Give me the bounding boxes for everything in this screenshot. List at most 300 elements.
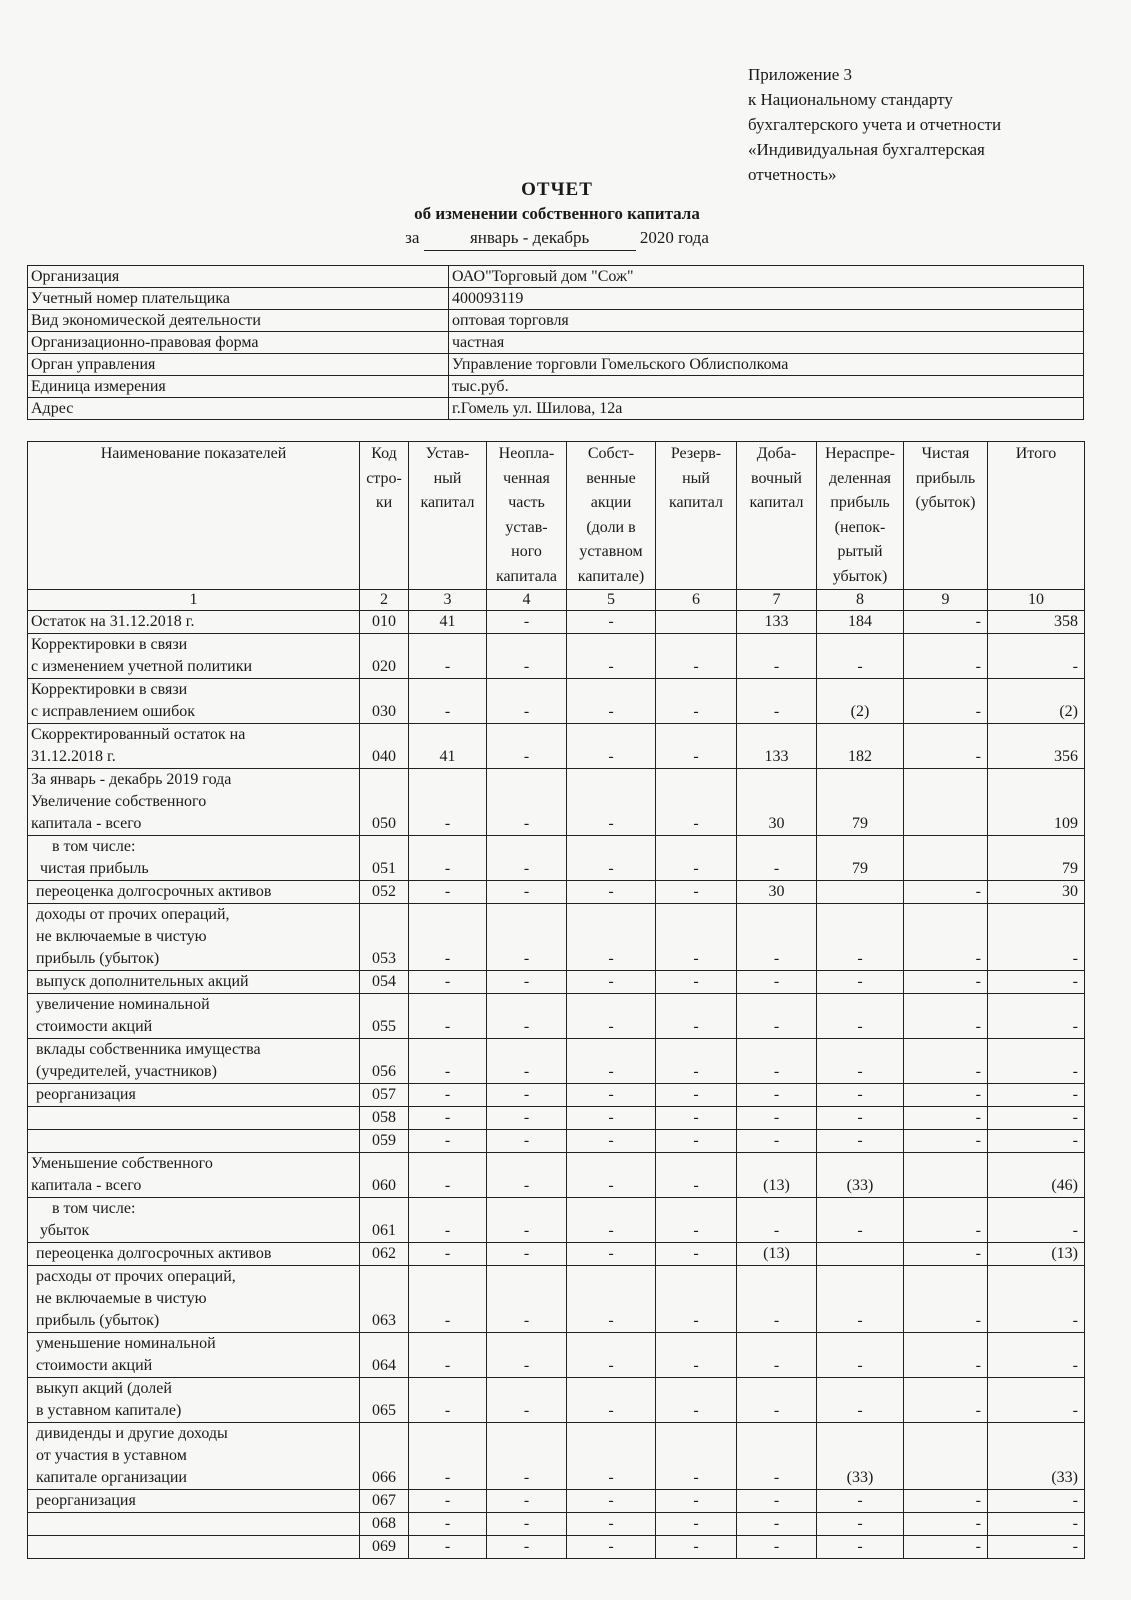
cell-c8 [817,1243,904,1266]
cell-c5: - [567,611,656,634]
row-name-line: Остаток на 31.12.2018 г. [31,613,195,630]
row-name [28,904,360,971]
equity-changes-table [27,441,1085,1559]
row-name [28,881,360,904]
cell-c10: - [988,1198,1085,1243]
cell-c8: - [817,634,904,679]
cell-c6: - [656,904,737,971]
cell-c7: 133 [737,724,817,769]
row-name-line: прибыль (убыток) [36,950,160,967]
cell-c6: - [656,1513,737,1536]
header-row [28,442,1085,590]
cell-c7: - [737,679,817,724]
row-code: 010 [360,611,409,634]
row-name-line [31,1513,356,1535]
column-number: 3 [409,590,487,611]
info-label: Вид экономической деятельности [28,310,449,332]
table-row [28,881,1085,904]
appendix-line: отчетность» [748,165,837,184]
cell-c9: - [904,679,988,724]
column-number: 5 [567,590,656,611]
row-code: 069 [360,1536,409,1559]
row-name [28,1243,360,1266]
cell-c4: - [487,1243,567,1266]
cell-c4: - [487,1490,567,1513]
info-row [28,332,1084,354]
cell-c6: - [656,1333,737,1378]
cell-c6: - [656,1130,737,1153]
cell-c5: - [567,1153,656,1198]
cell-c10: (13) [988,1243,1085,1266]
table-row [28,836,1085,881]
row-name-line: За январь - декабрь 2019 года [31,771,232,788]
row-name-line: вклады собственника имущества [36,1041,261,1058]
cell-c3: - [409,679,487,724]
cell-c5: - [567,634,656,679]
info-label: Учетный номер плательщика [28,288,449,310]
table-row [28,1084,1085,1107]
cell-c9: - [904,1084,988,1107]
cell-c4: - [487,1198,567,1243]
cell-c3: - [409,1378,487,1423]
cell-c4: - [487,1423,567,1490]
row-code: 058 [360,1107,409,1130]
row-name-line: в том числе: [36,1200,136,1217]
row-name [28,724,360,769]
cell-c9: - [904,1513,988,1536]
row-code: 054 [360,971,409,994]
cell-c7: - [737,1513,817,1536]
cell-c10: - [988,1378,1085,1423]
row-name-line [31,1130,356,1152]
cell-c7: - [737,1333,817,1378]
row-name [28,679,360,724]
info-row [28,266,1084,288]
cell-c10: - [988,1039,1085,1084]
table-row [28,1333,1085,1378]
row-name [28,1130,360,1153]
cell-c3: - [409,1107,487,1130]
cell-c8: (2) [817,679,904,724]
report-title: ОТЧЕТ [521,179,593,200]
row-name-line: выкуп акций (долей [36,1380,172,1397]
cell-c10: 79 [988,836,1085,881]
cell-c10: - [988,1513,1085,1536]
row-name [28,1107,360,1130]
cell-c6 [656,611,737,634]
table-row [28,1490,1085,1513]
row-name-line: стоимости акций [36,1018,153,1035]
cell-c6: - [656,1153,737,1198]
info-label: Орган управления [28,354,449,376]
row-name-line: капитала - всего [31,1177,142,1194]
column-header: Наименование показателей [28,442,360,590]
row-name [28,836,360,881]
info-label: Единица измерения [28,376,449,398]
row-name-line: Уменьшение собственного [31,1155,213,1172]
cell-c4: - [487,1513,567,1536]
cell-c3: - [409,769,487,836]
cell-c7: - [737,1039,817,1084]
row-name [28,1333,360,1378]
cell-c6: - [656,1198,737,1243]
cell-c3: - [409,1333,487,1378]
row-name [28,611,360,634]
row-code: 060 [360,1153,409,1198]
cell-c7: - [737,1084,817,1107]
row-name-line: доходы от прочих операций, [36,906,230,923]
cell-c5: - [567,836,656,881]
cell-c7: - [737,1536,817,1559]
cell-c3: 41 [409,611,487,634]
cell-c10: (46) [988,1153,1085,1198]
row-name-line: увеличение номинальной [36,996,210,1013]
cell-c5: - [567,1039,656,1084]
row-name [28,971,360,994]
table-row [28,1266,1085,1333]
row-name-line: реорганизация [36,1492,136,1509]
cell-c6: - [656,971,737,994]
cell-c3: - [409,1130,487,1153]
cell-c5: - [567,1423,656,1490]
cell-c9: - [904,994,988,1039]
cell-c9 [904,1423,988,1490]
cell-c4: - [487,1333,567,1378]
column-header: Устав- ный капитал [409,442,487,590]
cell-c9 [904,1153,988,1198]
cell-c9: - [904,1378,988,1423]
row-name-line: от участия в уставном [36,1447,187,1464]
column-header: Нераспре- деленная прибыль (непок- рытый убыток) [817,442,904,590]
cell-c5: - [567,1536,656,1559]
row-code: 053 [360,904,409,971]
cell-c4: - [487,904,567,971]
cell-c4: - [487,634,567,679]
column-number: 10 [988,590,1085,611]
column-number: 8 [817,590,904,611]
info-value: 400093119 [449,288,1084,310]
table-row [28,1153,1085,1198]
cell-c10: (2) [988,679,1085,724]
row-name [28,1378,360,1423]
cell-c10: - [988,1490,1085,1513]
appendix-line: к Национальному стандарту [748,90,953,109]
cell-c6: - [656,1490,737,1513]
cell-c3: - [409,1039,487,1084]
appendix-line: «Индивидуальная бухгалтерская [748,140,985,159]
cell-c3: - [409,1153,487,1198]
cell-c4: - [487,1378,567,1423]
row-name-line: с изменением учетной политики [31,658,253,675]
cell-c7: - [737,836,817,881]
cell-c7: - [737,1423,817,1490]
cell-c4: - [487,994,567,1039]
cell-c3: - [409,836,487,881]
cell-c5: - [567,1266,656,1333]
row-name [28,1536,360,1559]
row-code: 052 [360,881,409,904]
cell-c10: - [988,1333,1085,1378]
column-number: 7 [737,590,817,611]
cell-c4: - [487,1153,567,1198]
cell-c6: - [656,994,737,1039]
row-name-line: убыток [36,1222,90,1239]
info-row [28,288,1084,310]
cell-c4: - [487,881,567,904]
period-year: 2020 года [639,228,709,247]
cell-c10: 358 [988,611,1085,634]
cell-c7: 30 [737,769,817,836]
table-row [28,769,1085,836]
row-code: 055 [360,994,409,1039]
cell-c3: - [409,1198,487,1243]
cell-c3: - [409,1084,487,1107]
cell-c6: - [656,769,737,836]
row-name-line: реорганизация [36,1086,136,1103]
row-name [28,1084,360,1107]
cell-c8: - [817,904,904,971]
cell-c6: - [656,634,737,679]
cell-c9: - [904,904,988,971]
row-code: 050 [360,769,409,836]
cell-c7: - [737,1107,817,1130]
cell-c7: - [737,1198,817,1243]
cell-c10: - [988,634,1085,679]
cell-c8: - [817,1490,904,1513]
row-name-line: капитала - всего [31,815,142,832]
row-name-line: с исправлением ошибок [31,703,196,720]
row-name-line: не включаемые в чистую [36,928,207,945]
row-code: 059 [360,1130,409,1153]
info-label: Адрес [28,398,449,420]
cell-c9: - [904,1130,988,1153]
cell-c5: - [567,724,656,769]
cell-c3: - [409,634,487,679]
row-name-line: расходы от прочих операций, [36,1268,236,1285]
info-value: частная [449,332,1084,354]
row-name [28,1153,360,1198]
table-row [28,679,1085,724]
table-row [28,1130,1085,1153]
period-prefix: за [405,228,420,247]
cell-c6: - [656,724,737,769]
cell-c7: 133 [737,611,817,634]
row-name-line: уменьшение номинальной [36,1335,216,1352]
row-name-line: (учредителей, участников) [36,1063,217,1080]
table-row [28,1243,1085,1266]
column-header: Доба- вочный капитал [737,442,817,590]
row-code: 056 [360,1039,409,1084]
appendix-line: Приложение 3 [748,65,852,84]
cell-c5: - [567,1198,656,1243]
row-name [28,994,360,1039]
cell-c7: - [737,1490,817,1513]
cell-c8: - [817,1266,904,1333]
cell-c9: - [904,634,988,679]
cell-c3: - [409,1490,487,1513]
appendix-line: бухгалтерского учета и отчетности [748,115,1002,134]
cell-c9 [904,836,988,881]
cell-c6: - [656,1107,737,1130]
table-row [28,904,1085,971]
report-heading [0,178,1114,251]
cell-c9: - [904,1536,988,1559]
cell-c8: 79 [817,836,904,881]
cell-c8: - [817,1198,904,1243]
cell-c3: - [409,1536,487,1559]
cell-c5: - [567,904,656,971]
row-code: 067 [360,1490,409,1513]
cell-c10: - [988,1084,1085,1107]
row-name-line: стоимости акций [36,1357,153,1374]
cell-c4: - [487,836,567,881]
cell-c5: - [567,679,656,724]
cell-c5: - [567,1333,656,1378]
cell-c10: - [988,1130,1085,1153]
table-row [28,1378,1085,1423]
row-name-line: не включаемые в чистую [36,1290,207,1307]
cell-c5: - [567,971,656,994]
column-number: 1 [28,590,360,611]
row-name-line: в том числе: [36,838,136,855]
cell-c10: - [988,971,1085,994]
cell-c5: - [567,1130,656,1153]
info-row [28,376,1084,398]
cell-c6: - [656,1378,737,1423]
cell-c3: - [409,1423,487,1490]
cell-c5: - [567,1084,656,1107]
cell-c10: (33) [988,1423,1085,1490]
row-name-line: выпуск дополнительных акций [36,973,249,990]
cell-c6: - [656,1423,737,1490]
row-name-line: капитале организации [36,1469,187,1486]
table-row [28,1198,1085,1243]
table-row [28,971,1085,994]
column-header: Код стро- ки [360,442,409,590]
cell-c8: - [817,1333,904,1378]
cell-c7: (13) [737,1153,817,1198]
cell-c6: - [656,1266,737,1333]
row-code: 030 [360,679,409,724]
row-name-line: дивиденды и другие доходы [36,1425,228,1442]
row-name [28,1198,360,1243]
cell-c3: - [409,1266,487,1333]
cell-c3: - [409,881,487,904]
cell-c8: - [817,1130,904,1153]
info-label: Организация [28,266,449,288]
cell-c10: - [988,994,1085,1039]
cell-c3: - [409,1513,487,1536]
row-name-line: чистая прибыль [36,860,149,877]
cell-c3: - [409,971,487,994]
cell-c7: - [737,994,817,1039]
table-row [28,634,1085,679]
cell-c7: - [737,1130,817,1153]
cell-c4: - [487,769,567,836]
column-header: Собст- венные акции (доли в уставном капитале) [567,442,656,590]
row-name-line [31,1536,356,1558]
cell-c4: - [487,1266,567,1333]
row-code: 020 [360,634,409,679]
cell-c8: 182 [817,724,904,769]
report-period [0,226,1114,251]
row-code: 057 [360,1084,409,1107]
appendix-note [748,62,1088,184]
row-name [28,634,360,679]
cell-c10: - [988,904,1085,971]
row-code: 065 [360,1378,409,1423]
cell-c6: - [656,1084,737,1107]
cell-c8: - [817,1513,904,1536]
cell-c3: - [409,994,487,1039]
cell-c10: - [988,1266,1085,1333]
cell-c4: - [487,971,567,994]
cell-c10: - [988,1107,1085,1130]
organization-info-table [27,265,1084,420]
info-row [28,398,1084,420]
cell-c7: - [737,971,817,994]
cell-c5: - [567,1378,656,1423]
cell-c8: - [817,1084,904,1107]
row-code: 063 [360,1266,409,1333]
cell-c4: - [487,1039,567,1084]
cell-c10: 356 [988,724,1085,769]
row-name-line: Увеличение собственного [31,793,207,810]
row-code: 068 [360,1513,409,1536]
info-value: тыс.руб. [449,376,1084,398]
cell-c8: 79 [817,769,904,836]
row-code: 066 [360,1423,409,1490]
cell-c6: - [656,1243,737,1266]
report-subtitle: об изменении собственного капитала [414,204,700,223]
cell-c4: - [487,724,567,769]
cell-c4: - [487,1536,567,1559]
cell-c9: - [904,1266,988,1333]
cell-c9: - [904,1039,988,1084]
cell-c9: - [904,724,988,769]
cell-c9: - [904,1243,988,1266]
info-row [28,310,1084,332]
row-name [28,1266,360,1333]
cell-c9: - [904,1333,988,1378]
row-name-line: переоценка долгосрочных активов [36,883,272,900]
row-name-line: прибыль (убыток) [36,1312,160,1329]
cell-c7: - [737,1266,817,1333]
row-name-line: переоценка долгосрочных активов [36,1245,272,1262]
column-header: Итого [988,442,1085,590]
cell-c5: - [567,881,656,904]
row-name-line: Скорректированный остаток на [31,726,246,743]
cell-c5: - [567,769,656,836]
cell-c9: - [904,971,988,994]
cell-c5: - [567,1107,656,1130]
cell-c10: 109 [988,769,1085,836]
row-name [28,1490,360,1513]
table-row [28,724,1085,769]
info-label: Организационно-правовая форма [28,332,449,354]
row-name-line: 31.12.2018 г. [31,748,116,765]
cell-c8: - [817,1378,904,1423]
cell-c7: - [737,634,817,679]
row-code: 064 [360,1333,409,1378]
row-code: 040 [360,724,409,769]
cell-c9: - [904,1107,988,1130]
cell-c10: - [988,1536,1085,1559]
cell-c7: 30 [737,881,817,904]
cell-c4: - [487,1107,567,1130]
cell-c8: (33) [817,1153,904,1198]
row-name-line: Корректировки в связи [31,636,188,653]
